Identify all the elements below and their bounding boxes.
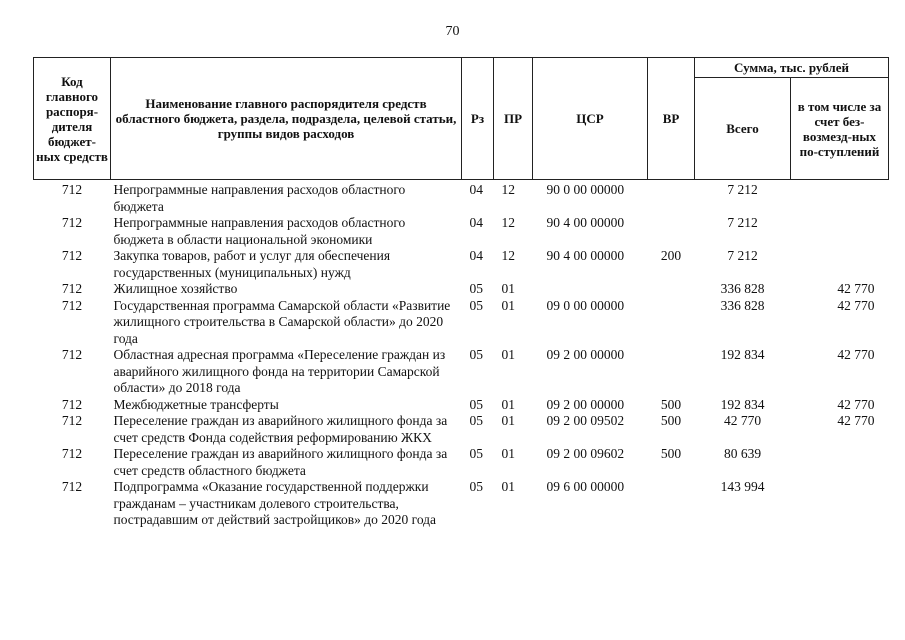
cell-name: Переселение граждан из аварийного жилищного фонда за счет средств областного бюджета — [113, 446, 448, 478]
cell-rz: 05 — [469, 297, 483, 313]
cell-csr: 09 2 00 00000 — [546, 396, 625, 412]
cell-csr: 90 0 00 00000 — [546, 182, 625, 197]
table-row — [34, 248, 889, 281]
cell-incl — [791, 215, 889, 248]
cell-name: Непрограммные направления расходов областного бюджета — [113, 182, 406, 214]
cell-rz: 05 — [469, 347, 483, 362]
cell-code: 712 — [61, 248, 83, 263]
table-row — [34, 347, 889, 397]
cell-vr — [648, 281, 695, 298]
cell-total: 192 834 — [720, 347, 765, 362]
cell-total: 7 212 — [727, 248, 758, 263]
cell-code: 712 — [61, 215, 83, 230]
cell-csr: 09 2 00 00000 — [546, 347, 625, 362]
cell-vr — [648, 215, 695, 248]
table-row — [34, 281, 889, 298]
header-vr: ВР — [648, 58, 695, 180]
cell-code: 712 — [61, 347, 83, 362]
cell-vr — [648, 180, 695, 216]
cell-total: 192 834 — [720, 396, 765, 412]
header-csr: ЦСР — [533, 58, 648, 180]
cell-code: 712 — [61, 413, 83, 428]
cell-name: Закупка товаров, работ и услуг для обеспечения государственных (муниципальных) нужд — [113, 248, 391, 280]
cell-csr: 90 4 00 00000 — [546, 248, 625, 263]
header-name: Наименование главного распорядителя средств областного бюджета, раздела, подраздела, целевой статьи, группы видов расходов — [111, 58, 462, 180]
cell-incl: 42 770 — [837, 347, 875, 362]
cell-csr: 90 4 00 00000 — [546, 215, 625, 230]
cell-code: 712 — [61, 396, 83, 412]
cell-vr: 200 — [660, 248, 682, 263]
cell-incl — [791, 479, 889, 529]
budget-table — [33, 57, 889, 529]
header-rz: Рз — [462, 58, 494, 180]
cell-code: 712 — [61, 479, 83, 494]
cell-pr: 01 — [501, 297, 515, 313]
cell-vr: 500 — [660, 446, 682, 461]
header-sum-group: Сумма, тыс. рублей — [695, 58, 889, 78]
cell-name: Межбюджетные трансферты — [113, 396, 279, 412]
cell-incl: 42 770 — [837, 281, 875, 296]
cell-csr: 09 2 00 09502 — [546, 413, 625, 428]
cell-incl — [791, 248, 889, 281]
cell-csr: 09 6 00 00000 — [546, 479, 625, 494]
cell-total: 7 212 — [727, 215, 758, 230]
table-row — [34, 215, 889, 248]
cell-rz: 04 — [469, 182, 483, 197]
table-row — [34, 180, 889, 216]
cell-rz: 05 — [469, 396, 483, 412]
cell-incl — [791, 180, 889, 216]
cell-incl: 42 770 — [837, 396, 875, 412]
cell-pr: 01 — [501, 413, 515, 428]
header-pr: ПР — [494, 58, 533, 180]
cell-name: Подпрограмма «Оказание государственной поддержки гражданам – участникам долевого строительства, пострадавшим от действий застройщиков» до 2020 года — [113, 479, 437, 527]
cell-pr: 12 — [501, 215, 515, 230]
header-code: Код главного распоря-дителя бюджет-ных средств — [34, 58, 111, 180]
cell-rz: 05 — [469, 479, 483, 494]
header-total: Всего — [695, 78, 791, 180]
table-row — [34, 298, 889, 348]
page-number: 70 — [445, 24, 460, 39]
cell-name: Государственная программа Самарской области «Развитие жилищного строительства в Самарской области» до 2020 года — [113, 297, 451, 346]
cell-total: 336 828 — [720, 281, 765, 296]
cell-vr — [648, 347, 695, 397]
cell-pr: 01 — [501, 479, 515, 494]
cell-name: Непрограммные направления расходов областного бюджета в области национальной экономики — [113, 215, 406, 247]
cell-pr: 12 — [501, 248, 515, 263]
cell-csr — [533, 281, 648, 298]
table-row — [34, 397, 889, 414]
cell-total: 336 828 — [720, 297, 765, 313]
cell-rz: 05 — [469, 281, 483, 296]
cell-rz: 04 — [469, 248, 483, 263]
cell-total: 7 212 — [727, 182, 758, 197]
cell-pr: 01 — [501, 281, 515, 296]
cell-rz: 05 — [469, 446, 483, 461]
cell-csr: 09 0 00 00000 — [546, 297, 625, 313]
cell-code: 712 — [61, 297, 83, 313]
cell-rz: 04 — [469, 215, 483, 230]
cell-vr — [648, 479, 695, 529]
cell-vr: 500 — [660, 396, 682, 412]
cell-incl: 42 770 — [837, 297, 875, 313]
cell-name: Жилищное хозяйство — [113, 281, 238, 296]
cell-total: 42 770 — [723, 413, 762, 428]
cell-pr: 01 — [501, 347, 515, 362]
cell-code: 712 — [61, 446, 83, 461]
cell-rz: 05 — [469, 413, 483, 428]
cell-pr: 01 — [501, 446, 515, 461]
cell-vr — [648, 298, 695, 348]
header-incl: в том числе за счет без-возмезд-ных по-ступлений — [791, 78, 889, 180]
table-row — [34, 446, 889, 479]
cell-pr: 12 — [501, 182, 515, 197]
cell-vr: 500 — [660, 413, 682, 428]
table-row — [34, 479, 889, 529]
cell-incl: 42 770 — [837, 413, 875, 428]
table-header — [34, 58, 889, 180]
table-body — [34, 180, 889, 529]
cell-code: 712 — [61, 182, 83, 197]
table-row — [34, 413, 889, 446]
cell-pr: 01 — [501, 396, 515, 412]
cell-total: 80 639 — [723, 446, 762, 461]
cell-total: 143 994 — [720, 479, 765, 494]
cell-incl — [791, 446, 889, 479]
cell-name: Переселение граждан из аварийного жилищного фонда за счет средств Фонда содействия реформированию ЖКХ — [113, 413, 448, 445]
cell-name: Областная адресная программа «Переселение граждан из аварийного жилищного фонда на территории Самарской области» до 2018 года — [113, 347, 446, 395]
cell-code: 712 — [61, 281, 83, 296]
cell-csr: 09 2 00 09602 — [546, 446, 625, 461]
